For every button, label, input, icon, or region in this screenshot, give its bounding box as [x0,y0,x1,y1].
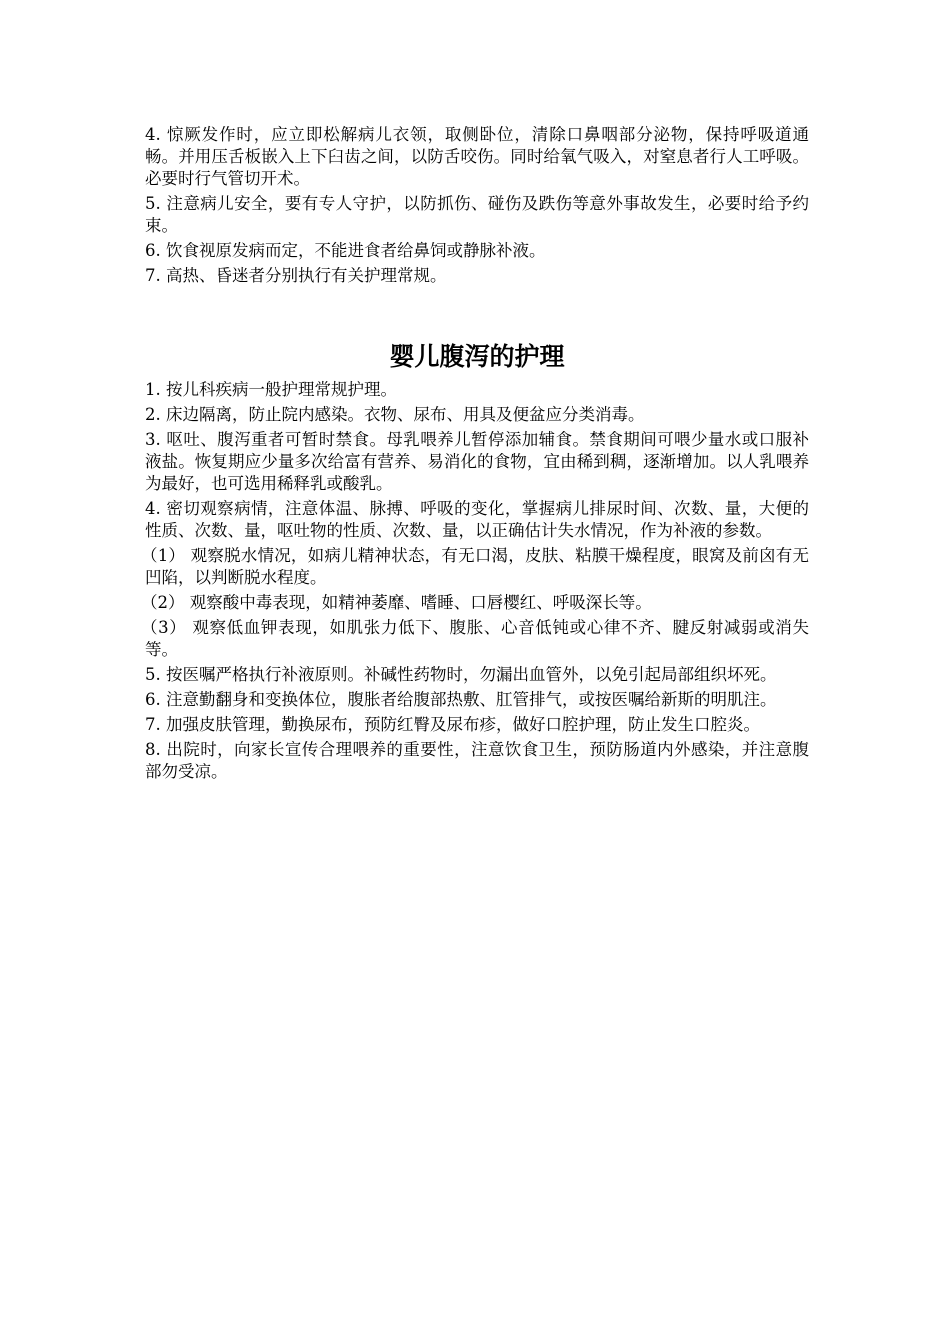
section-item-4: 4. 密切观察病情，注意体温、脉搏、呼吸的变化，掌握病儿排尿时间、次数、量，大便的性质、次数、量，呕吐物的性质、次数、量，以正确估计失水情况，作为补液的参数。 [145,499,809,540]
section-subitem-3: （3） 观察低血钾表现，如肌张力低下、腹胀、心音低钝或心律不齐、腱反射减弱或消失等。 [141,618,809,659]
section-item-6: 6. 注意勤翻身和变换体位，腹胀者给腹部热敷、肛管排气，或按医嘱给新斯的明肌注。 [145,690,777,709]
document-page [141,124,809,786]
section-subitem-1: （1） 观察脱水情况，如病儿精神状态，有无口渴，皮肤、粘膜干燥程度，眼窝及前囟有无凹陷，以判断脱水程度。 [141,546,809,587]
section-title: 婴儿腹泻的护理 [389,342,565,371]
intro-item-7: 7. 高热、昏迷者分别执行有关护理常规。 [145,266,447,285]
intro-item-5: 5. 注意病儿安全，要有专人守护，以防抓伤、碰伤及跌伤等意外事故发生，必要时给予约束。 [145,194,809,235]
intro-item-4: 4. 惊厥发作时，应立即松解病儿衣领，取侧卧位，清除口鼻咽部分泌物，保持呼吸道通畅。并用压舌板嵌入上下臼齿之间，以防舌咬伤。同时给氧气吸入，对窒息者行人工呼吸。必要时行气管切开术。 [145,125,809,188]
section-subitem-2: （2） 观察酸中毒表现，如精神萎靡、嗜睡、口唇樱红、呼吸深长等。 [141,593,652,612]
section-item-2: 2. 床边隔离，防止院内感染。衣物、尿布、用具及便盆应分类消毒。 [145,405,645,424]
section-item-5: 5. 按医嘱严格执行补液原则。补碱性药物时，勿漏出血管外，以免引起局部组织坏死。 [145,665,777,684]
section-item-7: 7. 加强皮肤管理，勤换尿布，预防红臀及尿布疹，做好口腔护理，防止发生口腔炎。 [145,715,760,734]
intro-item-6: 6. 饮食视原发病而定，不能进食者给鼻饲或静脉补液。 [145,241,546,260]
section-item-3: 3. 呕吐、腹泻重者可暂时禁食。母乳喂养儿暂停添加辅食。禁食期间可喂少量水或口服补液盐。恢复期应少量多次给富有营养、易消化的食物，宜由稀到稠，逐渐增加。以人乳喂养为最好，也可选用稀释乳或酸乳。 [145,430,809,493]
section-item-1: 1. 按儿科疾病一般护理常规护理。 [145,380,397,399]
section-item-8: 8. 出院时，向家长宣传合理喂养的重要性，注意饮食卫生，预防肠道内外感染，并注意腹部勿受凉。 [145,740,809,781]
